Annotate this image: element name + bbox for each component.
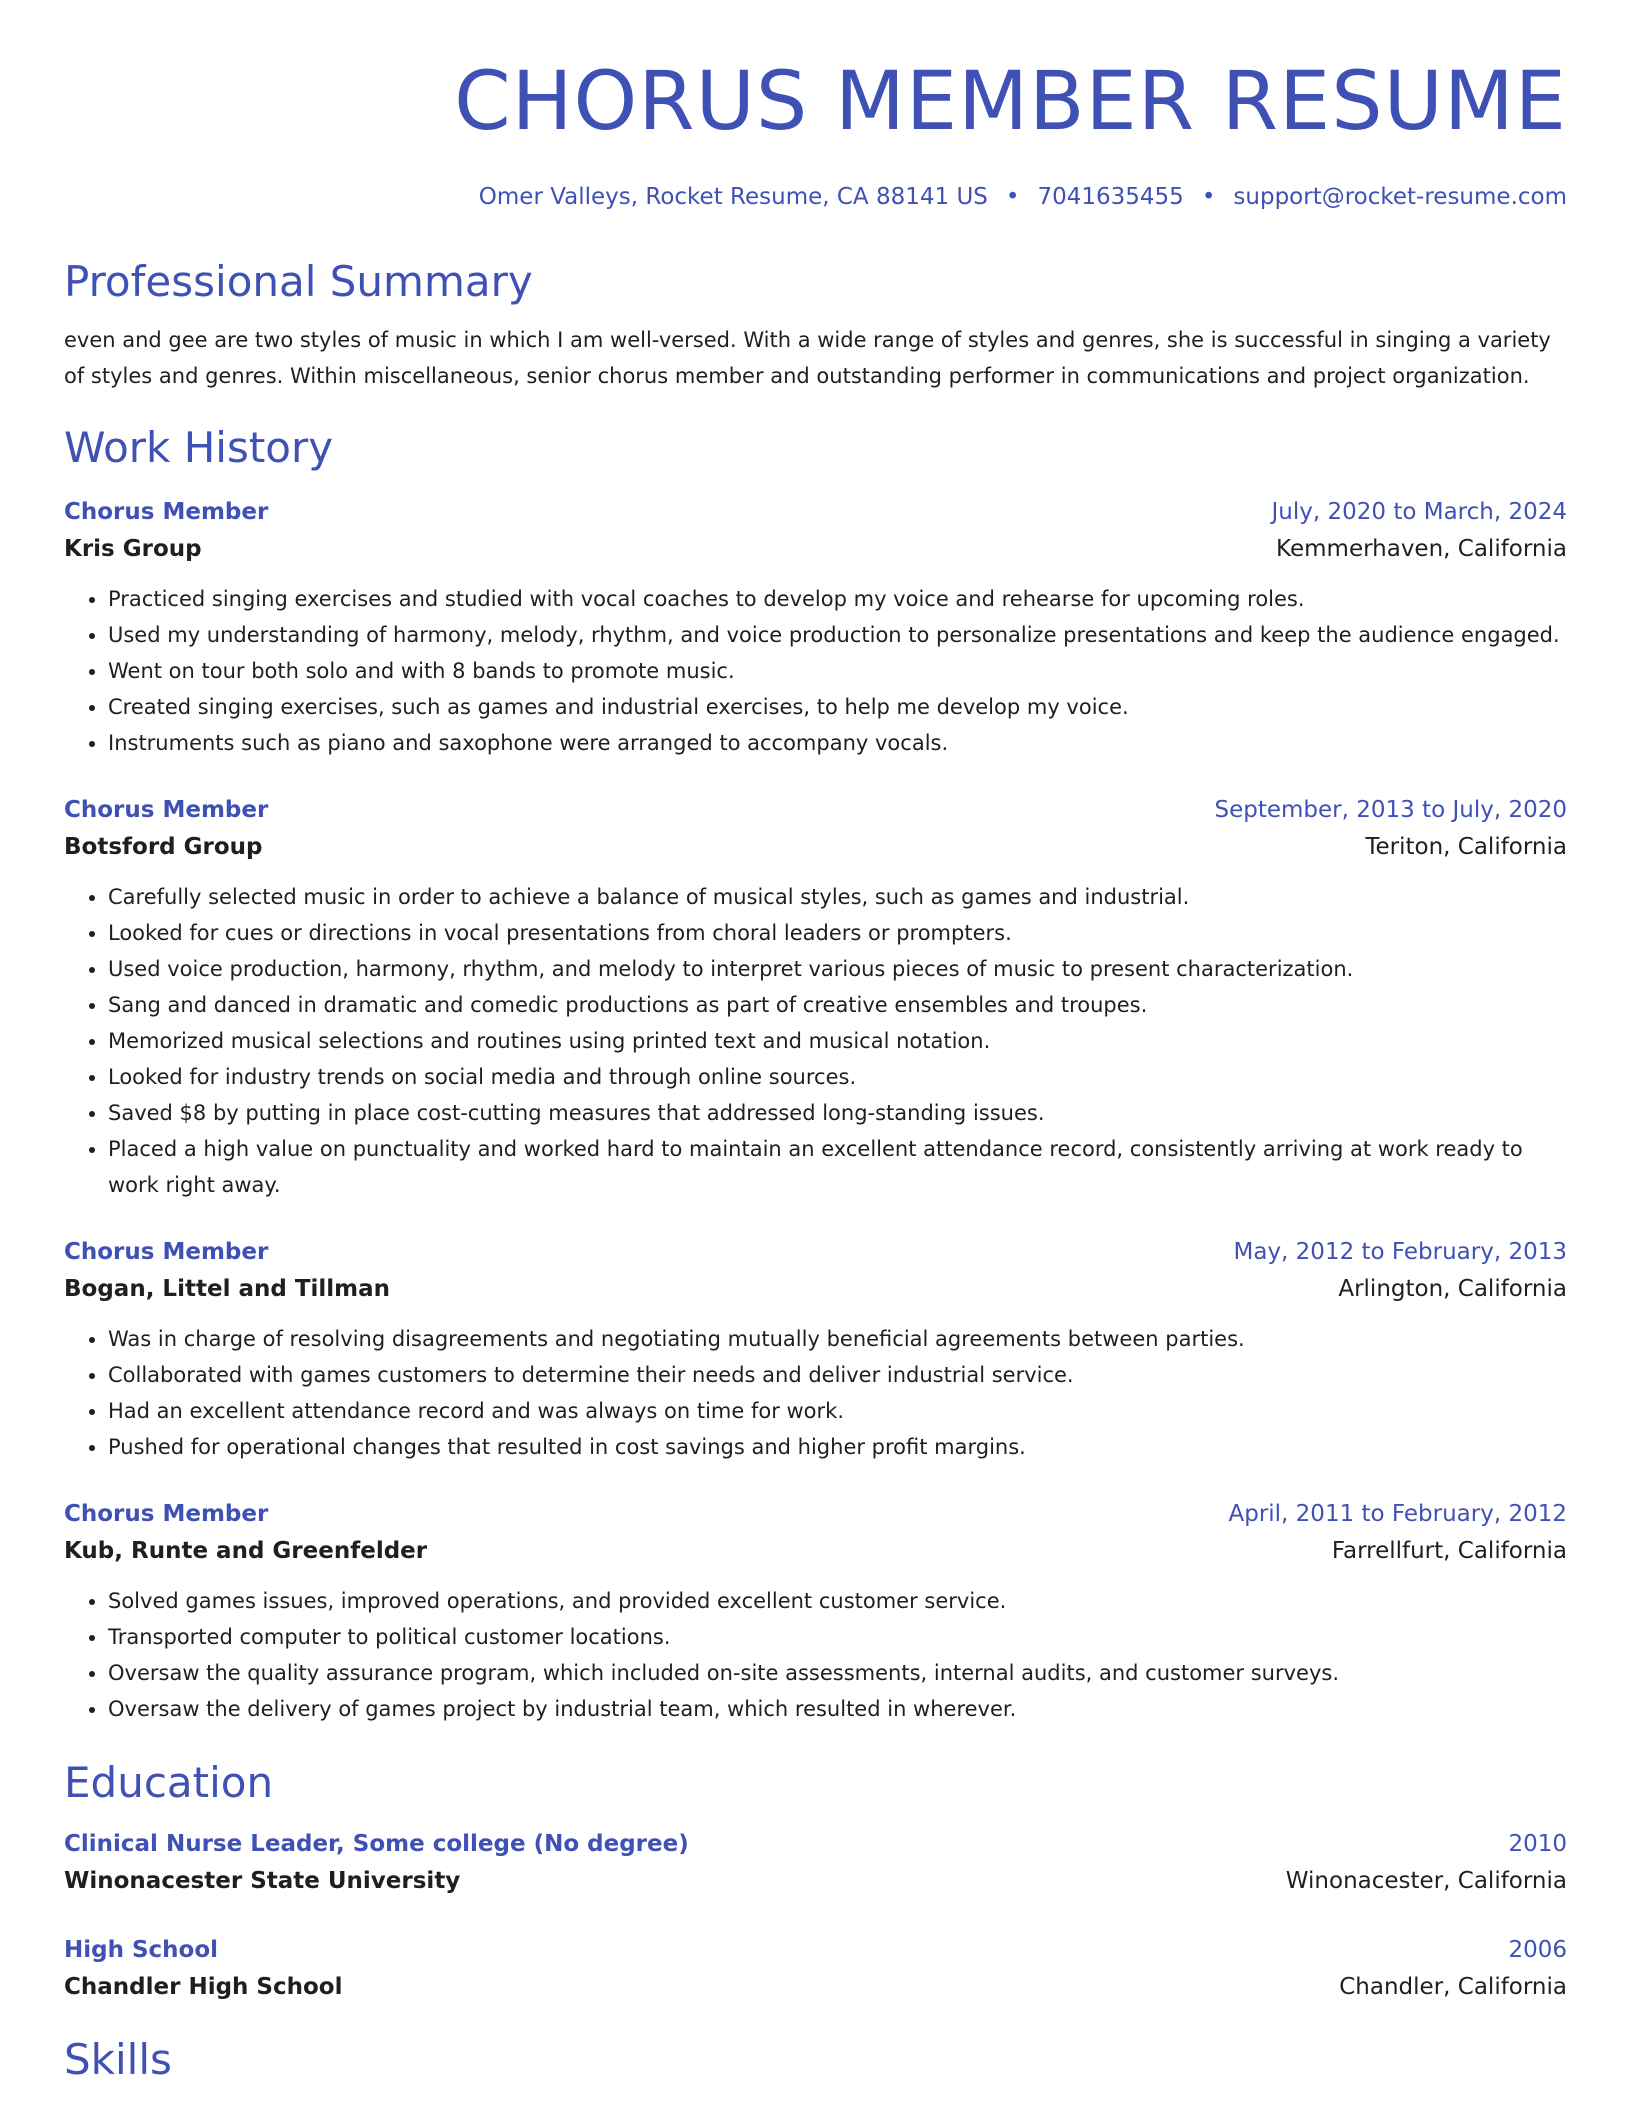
job-bullet: • Created singing exercises, such as games and industrial exercises, to help me develop my voice. bbox=[108, 689, 1567, 725]
resume-page bbox=[64, 0, 1567, 2086]
job-bullet: • Transported computer to political customer locations. bbox=[108, 1619, 1567, 1655]
education-entry bbox=[64, 1932, 1567, 2006]
job-company-row bbox=[64, 828, 1567, 866]
education-year: 2006 bbox=[1508, 1937, 1567, 1963]
job-title-row bbox=[64, 1234, 1567, 1270]
education-location: Winonacester, California bbox=[1285, 1868, 1567, 1894]
contact-phone: 7041635455 bbox=[1037, 184, 1184, 210]
job-company: Botsford Group bbox=[64, 834, 263, 860]
job-dates: September, 2013 to July, 2020 bbox=[1214, 797, 1567, 823]
job-bullet: • Placed a high value on punctuality and worked hard to maintain an excellent attendance record, consistently arriving at work ready to work right away. bbox=[108, 1131, 1567, 1203]
job-dates: April, 2011 to February, 2012 bbox=[1228, 1501, 1567, 1527]
job-company-row bbox=[64, 1532, 1567, 1570]
job-bullets bbox=[64, 1583, 1567, 1727]
job-bullet: • Was in charge of resolving disagreements and negotiating mutually beneficial agreements between parties. bbox=[108, 1321, 1567, 1357]
education-year: 2010 bbox=[1508, 1831, 1567, 1857]
job-bullet: • Carefully selected music in order to achieve a balance of musical styles, such as games and industrial. bbox=[108, 879, 1567, 915]
job-title: Chorus Member bbox=[64, 499, 269, 525]
job-bullets bbox=[64, 879, 1567, 1203]
job-company: Kub, Runte and Greenfelder bbox=[64, 1538, 428, 1564]
job-bullet: • Went on tour both solo and with 8 bands to promote music. bbox=[108, 653, 1567, 689]
job-bullet: • Collaborated with games customers to determine their needs and deliver industrial service. bbox=[108, 1357, 1567, 1393]
job-title-row bbox=[64, 1496, 1567, 1532]
job-entry bbox=[64, 1234, 1567, 1465]
education-degree-row bbox=[64, 1826, 1567, 1862]
job-bullet: • Pushed for operational changes that resulted in cost savings and higher profit margins. bbox=[108, 1429, 1567, 1465]
education-entry bbox=[64, 1826, 1567, 1900]
education-location: Chandler, California bbox=[1339, 1974, 1567, 2000]
section-heading-skills: Skills bbox=[64, 2035, 172, 2084]
job-bullet: • Saved $8 by putting in place cost-cutting measures that addressed long-standing issues. bbox=[108, 1095, 1567, 1131]
job-title-row bbox=[64, 494, 1567, 530]
job-entry bbox=[64, 792, 1567, 1203]
contact-separator: • bbox=[1201, 184, 1216, 210]
job-location: Farrellfurt, California bbox=[1331, 1538, 1567, 1564]
contact-email: support@rocket-resume.com bbox=[1233, 184, 1567, 210]
job-title: Chorus Member bbox=[64, 797, 269, 823]
job-bullet: • Had an excellent attendance record and was always on time for work. bbox=[108, 1393, 1567, 1429]
section-heading-summary: Professional Summary bbox=[64, 257, 533, 306]
job-title: Chorus Member bbox=[64, 1501, 269, 1527]
job-title: Chorus Member bbox=[64, 1239, 269, 1265]
job-location: Arlington, California bbox=[1338, 1276, 1567, 1302]
education-degree-row bbox=[64, 1932, 1567, 1968]
resume-title: CHORUS MEMBER RESUME bbox=[454, 55, 1567, 149]
job-bullet: • Used my understanding of harmony, melody, rhythm, and voice production to personalize presentations and keep the audience engaged. bbox=[108, 617, 1567, 653]
section-heading-education: Education bbox=[64, 1758, 274, 1807]
education-degree: High School bbox=[64, 1937, 219, 1963]
job-bullet: • Sang and danced in dramatic and comedic productions as part of creative ensembles and troupes. bbox=[108, 987, 1567, 1023]
education-school-row bbox=[64, 1862, 1567, 1900]
job-bullets bbox=[64, 581, 1567, 761]
job-company-row bbox=[64, 1270, 1567, 1308]
job-dates: May, 2012 to February, 2013 bbox=[1233, 1239, 1567, 1265]
job-bullet: • Memorized musical selections and routines using printed text and musical notation. bbox=[108, 1023, 1567, 1059]
job-entry bbox=[64, 494, 1567, 761]
job-bullets bbox=[64, 1321, 1567, 1465]
education-school: Chandler High School bbox=[64, 1974, 343, 2000]
job-dates: July, 2020 to March, 2024 bbox=[1271, 499, 1567, 525]
job-bullet: • Oversaw the quality assurance program, which included on-site assessments, internal audits, and customer surveys. bbox=[108, 1655, 1567, 1691]
job-company: Bogan, Littel and Tillman bbox=[64, 1276, 391, 1302]
education-school: Winonacester State University bbox=[64, 1868, 461, 1894]
job-bullet: • Solved games issues, improved operations, and provided excellent customer service. bbox=[108, 1583, 1567, 1619]
job-bullet: • Instruments such as piano and saxophone were arranged to accompany vocals. bbox=[108, 725, 1567, 761]
job-company: Kris Group bbox=[64, 536, 202, 562]
job-bullet: • Used voice production, harmony, rhythm, and melody to interpret various pieces of music to present characterization. bbox=[108, 951, 1567, 987]
job-bullet: • Looked for industry trends on social media and through online sources. bbox=[108, 1059, 1567, 1095]
contact-separator: • bbox=[1005, 184, 1020, 210]
job-bullet: • Oversaw the delivery of games project by industrial team, which resulted in wherever. bbox=[108, 1691, 1567, 1727]
summary-text: even and gee are two styles of music in which I am well-versed. With a wide range of styles and genres, she is successful in singing a variety of styles and genres. Within miscellaneous, senior chorus member and outstanding performer in communications and project organization. bbox=[64, 328, 1551, 388]
job-company-row bbox=[64, 530, 1567, 568]
job-bullet: • Looked for cues or directions in vocal presentations from choral leaders or prompters. bbox=[108, 915, 1567, 951]
education-degree: Clinical Nurse Leader, Some college (No degree) bbox=[64, 1831, 689, 1857]
section-heading-work-history: Work History bbox=[64, 423, 334, 472]
job-bullet: • Practiced singing exercises and studied with vocal coaches to develop my voice and rehearse for upcoming roles. bbox=[108, 581, 1567, 617]
contact-address: Omer Valleys, Rocket Resume, CA 88141 US bbox=[478, 184, 988, 210]
job-entry bbox=[64, 1496, 1567, 1727]
job-title-row bbox=[64, 792, 1567, 828]
job-location: Teriton, California bbox=[1365, 834, 1567, 860]
job-location: Kemmerhaven, California bbox=[1276, 536, 1567, 562]
contact-line bbox=[64, 182, 1567, 212]
education-school-row bbox=[64, 1968, 1567, 2006]
